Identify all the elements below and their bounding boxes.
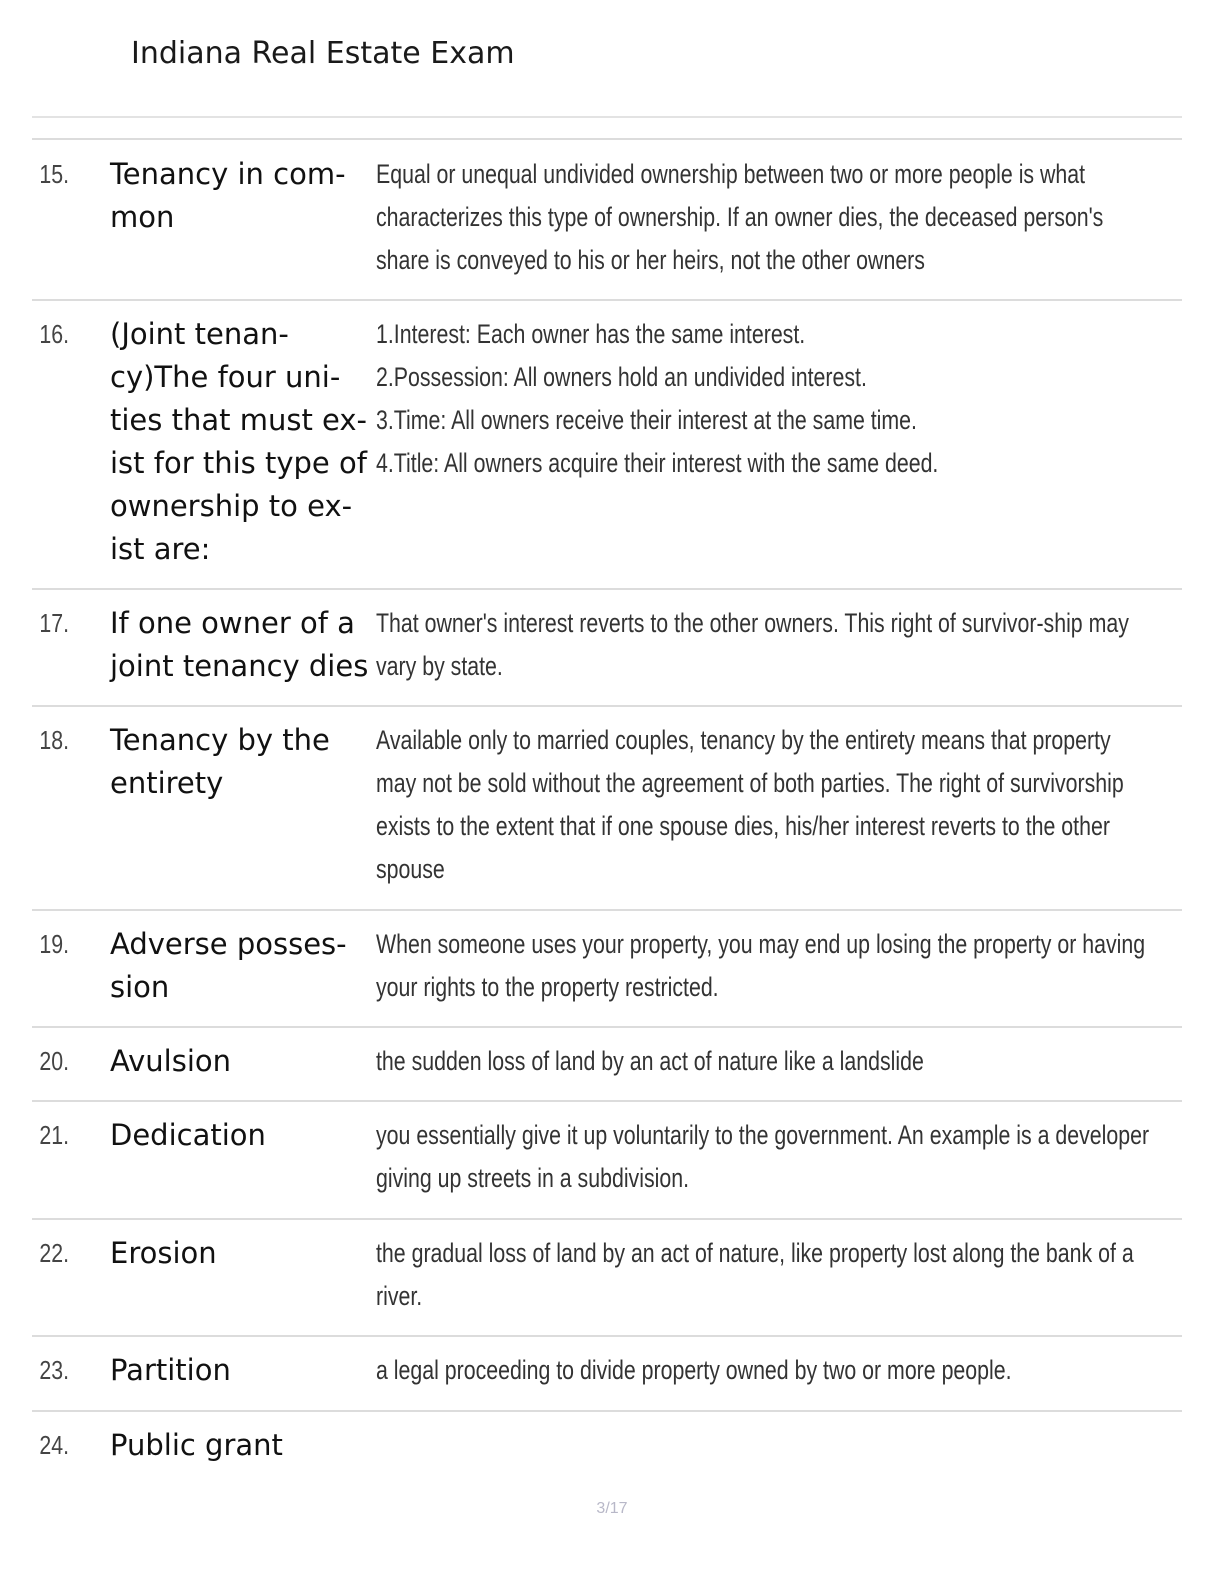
card-definition bbox=[376, 602, 1224, 688]
header-divider bbox=[32, 116, 1182, 118]
card-number: 17. bbox=[39, 608, 70, 638]
card-definition bbox=[376, 313, 1182, 485]
definition-line: Available only to married couples, tenancy by the entirety means that property bbox=[376, 725, 1111, 755]
card-definition bbox=[376, 1232, 1224, 1318]
definition-line: you essentially give it up voluntarily to the government. An example is a developer bbox=[376, 1120, 1150, 1150]
card-number: 16. bbox=[39, 319, 70, 349]
definition-line: a legal proceeding to divide property owned by two or more people. bbox=[376, 1355, 1012, 1385]
definition-line: your rights to the property restricted. bbox=[376, 972, 719, 1002]
term-line: Adverse posses- bbox=[110, 927, 347, 961]
flashcard-row bbox=[32, 1335, 1182, 1410]
card-number: 18. bbox=[39, 725, 70, 755]
card-definition bbox=[376, 1040, 1182, 1083]
card-term bbox=[110, 719, 376, 805]
card-number: 20. bbox=[39, 1046, 70, 1076]
definition-line: 3.Time: All owners receive their interest at the same time. bbox=[376, 405, 917, 435]
definition-line: 4.Title: All owners acquire their interest with the same deed. bbox=[376, 448, 939, 478]
definition-line: may not be sold without the agreement of both parties. The right of survivorship bbox=[376, 768, 1124, 798]
flashcard-row bbox=[32, 138, 1182, 299]
flashcard-row bbox=[32, 909, 1182, 1026]
definition-line: Equal or unequal undivided ownership between two or more people is what bbox=[376, 159, 1086, 189]
document-title: Indiana Real Estate Exam bbox=[131, 36, 515, 71]
card-definition bbox=[376, 153, 1224, 282]
definition-line: the sudden loss of land by an act of nature like a landslide bbox=[376, 1046, 924, 1076]
flashcard-row bbox=[32, 588, 1182, 705]
term-line: ties that must ex- bbox=[110, 403, 367, 437]
term-line: entirety bbox=[110, 766, 224, 800]
card-definition bbox=[376, 719, 1224, 891]
definition-line: characterizes this type of ownership. If an owner dies, the deceased person's bbox=[376, 202, 1104, 232]
term-line: Erosion bbox=[110, 1236, 217, 1270]
term-line: mon bbox=[110, 200, 175, 234]
term-line: Dedication bbox=[110, 1118, 266, 1152]
definition-line: 2.Possession: All owners hold an undivided interest. bbox=[376, 362, 867, 392]
card-term bbox=[110, 1040, 376, 1083]
definition-line: the gradual loss of land by an act of nature, like property lost along the bank of a bbox=[376, 1238, 1134, 1268]
card-term bbox=[110, 602, 376, 688]
definition-line: share is conveyed to his or her heirs, not the other owners bbox=[376, 245, 925, 275]
flashcard-row bbox=[32, 299, 1182, 588]
card-definition bbox=[376, 1349, 1182, 1392]
card-term bbox=[110, 313, 376, 571]
term-line: ist for this type of bbox=[110, 446, 367, 480]
definition-line: That owner's interest reverts to the other owners. This right of survivor-ship may bbox=[376, 608, 1129, 638]
flashcard-row bbox=[32, 705, 1182, 909]
definition-line: When someone uses your property, you may end up losing the property or having bbox=[376, 929, 1146, 959]
card-number: 23. bbox=[39, 1355, 70, 1385]
term-line: Tenancy in com- bbox=[110, 157, 346, 191]
flashcard-row bbox=[32, 1100, 1182, 1218]
term-line: sion bbox=[110, 970, 170, 1004]
card-definition bbox=[376, 923, 1224, 1009]
flashcard-row bbox=[32, 1026, 1182, 1100]
term-line: ownership to ex- bbox=[110, 489, 353, 523]
card-term bbox=[110, 1349, 376, 1392]
card-term bbox=[110, 1424, 376, 1467]
definition-line: spouse bbox=[376, 854, 445, 884]
card-definition bbox=[376, 1114, 1224, 1200]
card-number: 22. bbox=[39, 1238, 70, 1268]
page-number: 3/17 bbox=[596, 1500, 628, 1517]
flashcard-row bbox=[32, 1410, 1182, 1484]
card-term bbox=[110, 923, 376, 1009]
card-number: 21. bbox=[39, 1120, 70, 1150]
card-term bbox=[110, 1232, 376, 1275]
term-line: Avulsion bbox=[110, 1044, 232, 1078]
term-line: ist are: bbox=[110, 532, 211, 566]
card-number: 15. bbox=[39, 159, 70, 189]
card-number: 19. bbox=[39, 929, 70, 959]
definition-line: exists to the extent that if one spouse dies, his/her interest reverts to the other bbox=[376, 811, 1110, 841]
definition-line: 1.Interest: Each owner has the same interest. bbox=[376, 319, 806, 349]
definition-line: river. bbox=[376, 1281, 423, 1311]
definition-line: giving up streets in a subdivision. bbox=[376, 1163, 690, 1193]
flashcard-list bbox=[32, 138, 1182, 1484]
definition-line: vary by state. bbox=[376, 651, 503, 681]
term-line: Public grant bbox=[110, 1428, 283, 1462]
term-line: (Joint tenan- bbox=[110, 317, 289, 351]
term-line: Tenancy by the bbox=[110, 723, 330, 757]
card-number: 24. bbox=[39, 1430, 70, 1460]
flashcard-row bbox=[32, 1218, 1182, 1335]
term-line: joint tenancy dies bbox=[110, 649, 369, 683]
card-term bbox=[110, 1114, 376, 1157]
term-line: cy)The four uni- bbox=[110, 360, 341, 394]
card-term bbox=[110, 153, 376, 239]
term-line: Partition bbox=[110, 1353, 231, 1387]
term-line: If one owner of a bbox=[110, 606, 355, 640]
